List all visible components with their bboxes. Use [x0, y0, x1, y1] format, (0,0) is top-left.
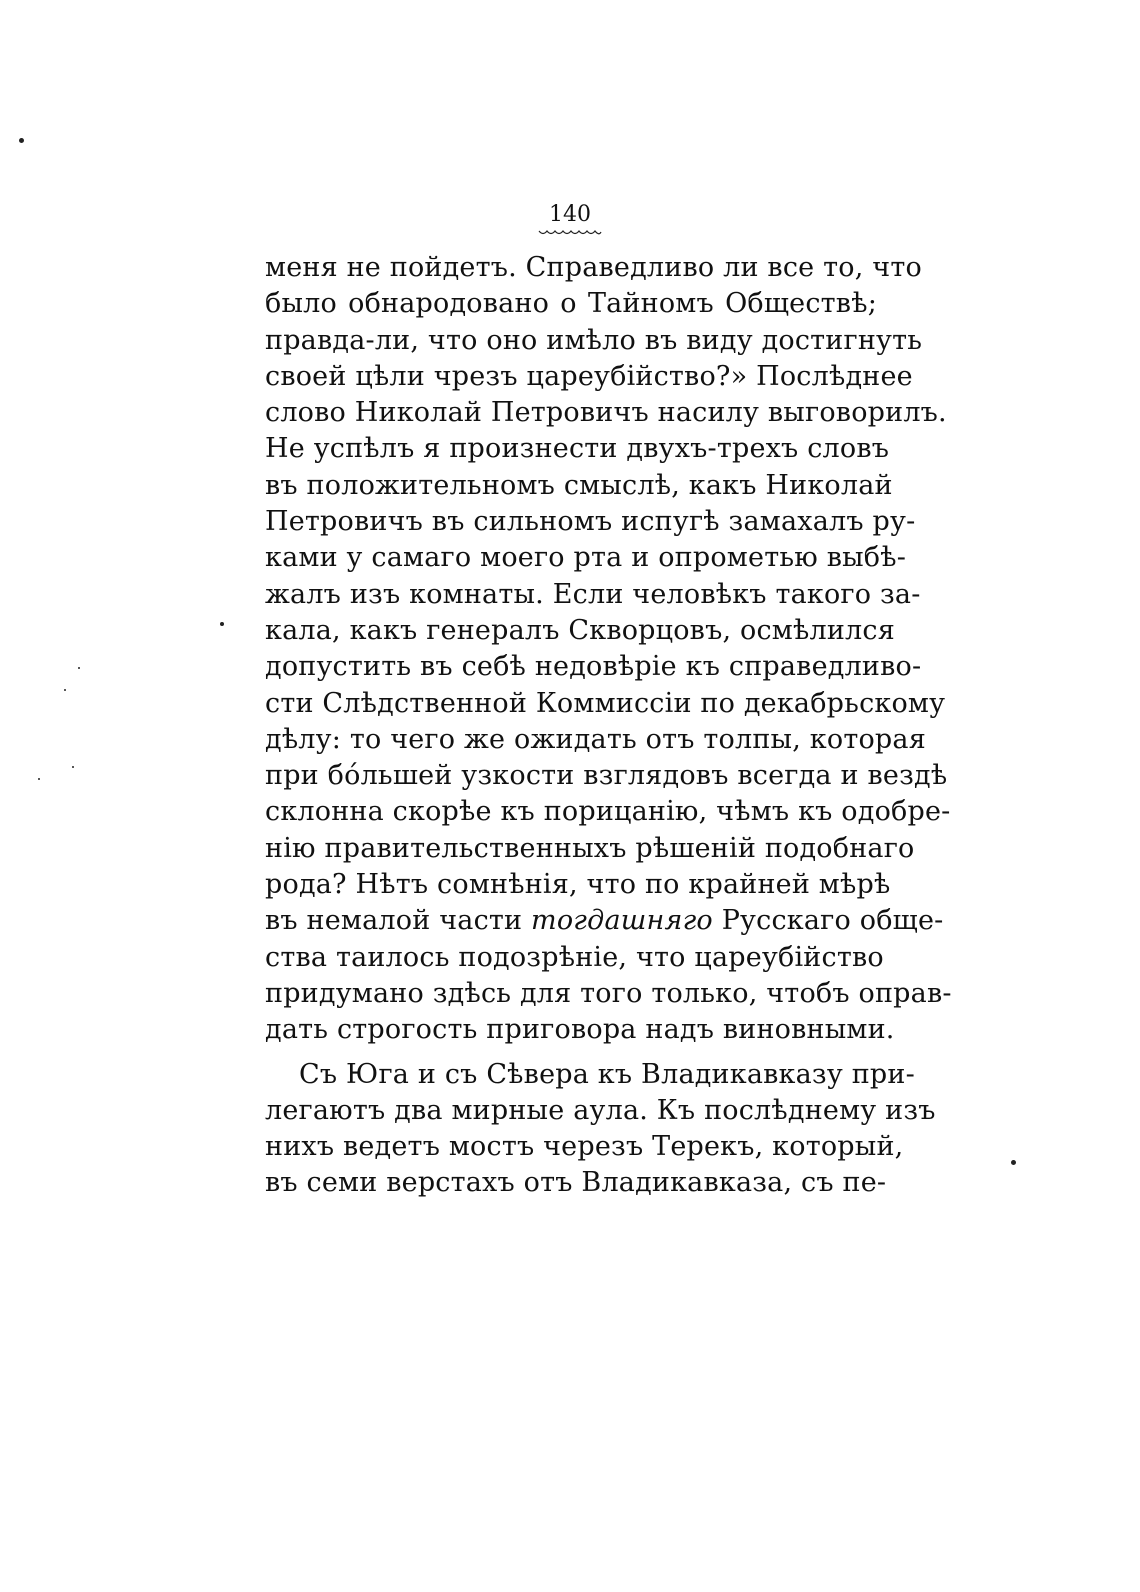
text-line: нію правительственныхъ рѣшеній подобнаго	[265, 832, 915, 864]
scan-speck	[72, 766, 74, 768]
text-line: своей цѣли чрезъ цареубійство?» Послѣднее	[265, 360, 913, 392]
page-number-ornament	[537, 228, 603, 238]
text-line: правда-ли, что оно имѣло въ виду достигнуть	[265, 324, 923, 356]
text-line: при бóльшей узкости взглядовъ всегда и вездѣ	[265, 760, 948, 792]
text-line: дѣлу: то чего же ожидать отъ толпы, которая	[265, 723, 926, 755]
body-text	[265, 250, 952, 1202]
scan-speck	[64, 689, 66, 691]
text-line: сти Слѣдственной Коммиссіи по декабрьскому	[265, 687, 946, 719]
text-line: слово Николай Петровичъ насилу выговорилъ.	[265, 397, 947, 429]
text-line: жалъ изъ комнаты. Если человѣкъ такого за-	[265, 578, 921, 610]
paragraph-1	[265, 250, 952, 1049]
text-line: въ положительномъ смыслѣ, какъ Николай	[265, 469, 893, 501]
text-line: было обнародовано о Тайномъ Обществѣ;	[265, 288, 877, 320]
paragraph-2	[265, 1057, 936, 1202]
scan-speck	[1011, 1160, 1016, 1165]
page-number: 140	[549, 202, 591, 227]
text-line: Не успѣлъ я произнести двухъ-трехъ словъ	[265, 433, 890, 465]
text-line: дать строгость приговора надъ виновными.	[265, 1014, 895, 1046]
scan-speck	[220, 622, 224, 626]
text-line: меня не пойдетъ. Справедливо ли все то, что	[265, 252, 922, 283]
text-line: рода? Нѣтъ сомнѣнія, что по крайней мѣрѣ	[265, 869, 891, 901]
scan-speck	[38, 778, 40, 780]
text-line: ства таилось подозрѣніе, что цареубійство	[265, 941, 884, 973]
text-line: кала, какъ генералъ Скворцовъ, осмѣлился	[265, 614, 895, 646]
text-line: Съ Юга и съ Сѣвера къ Владикавказу при-	[299, 1058, 915, 1090]
text-line: легаютъ два мирные аула. Къ послѣднему изъ	[265, 1094, 936, 1126]
text-line: въ семи верстахъ отъ Владикавказа, съ пе-	[265, 1167, 887, 1199]
text-line: допустить въ себѣ недовѣріе къ справедливо-	[265, 651, 922, 683]
scan-speck	[78, 667, 80, 669]
scan-speck	[19, 138, 24, 143]
text-line-with-italic	[265, 903, 944, 939]
text-line: Петровичъ въ сильномъ испугѣ замахалъ ру-	[265, 506, 916, 538]
text-line: нихъ ведетъ мостъ черезъ Терекъ, который,	[265, 1131, 904, 1163]
text-line: ками у самаго моего рта и опрометью выбѣ-	[265, 542, 907, 574]
text-line: склонна скорѣе къ порицанію, чѣмъ къ одобре-	[265, 796, 951, 828]
text-segment: Русскаго обще-	[721, 905, 944, 937]
italic-word: тогдашняго	[531, 905, 713, 937]
text-segment: въ немалой части	[265, 905, 523, 937]
text-line: придумано здѣсь для того только, чтобъ оправ-	[265, 977, 952, 1009]
